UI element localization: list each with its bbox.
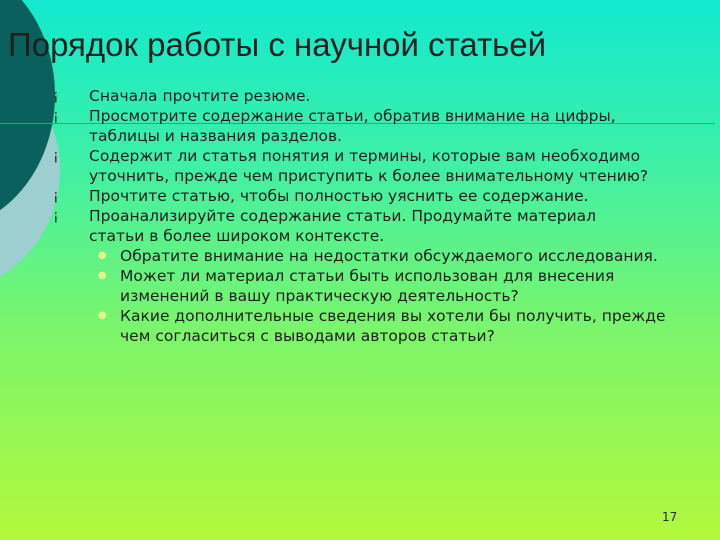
page-number: 17 [662,510,678,524]
bullet-list [0,86,680,346]
bullet-item [0,206,649,246]
sub-bullet-text: Обратите внимание на недостатки обсуждаемого исследования. [120,247,658,265]
sub-bullet-item [0,246,680,266]
sub-bullet-text: Какие дополнительные сведения вы хотели бы получить, прежде чем согласиться с выводами авторов статьи? [120,307,666,345]
bullet-marker-icon: ¡ [53,208,59,224]
bullet-text: Просмотрите содержание статьи, обратив внимание на цифры, таблицы и названия разделов. [89,107,616,145]
bullet-marker-icon: ¡ [53,88,59,104]
bullet-item [0,186,649,206]
bullet-text: Прочтите статью, чтобы полностью уяснить ее содержание. [89,187,589,205]
bullet-text: Проанализируйте содержание статьи. Продумайте материал статьи в более широком контексте. [89,207,597,245]
bullet-marker-icon: ¡ [53,148,59,164]
sub-bullet-dot-icon: ● [98,310,107,321]
bullet-text: Сначала прочтите резюме. [89,87,311,105]
bullet-text: Содержит ли статья понятия и термины, которые вам необходимо уточнить, прежде чем приступить к более внимательному чтению? [89,147,649,185]
bullet-item [0,106,649,146]
bullet-item [0,146,649,186]
sub-bullet-dot-icon: ● [98,250,107,261]
bullet-marker-icon: ¡ [53,188,59,204]
bullet-marker-icon: ¡ [53,108,59,124]
sub-bullet-text: Может ли материал статьи быть использован для внесения изменений в вашу практическую деятельность? [120,267,615,305]
bullet-item [0,86,649,106]
sub-bullet-item [0,266,680,306]
slide-title: Порядок работы с научной статьей [8,26,547,63]
sub-bullet-item [0,306,680,346]
sub-bullet-dot-icon: ● [98,270,107,281]
